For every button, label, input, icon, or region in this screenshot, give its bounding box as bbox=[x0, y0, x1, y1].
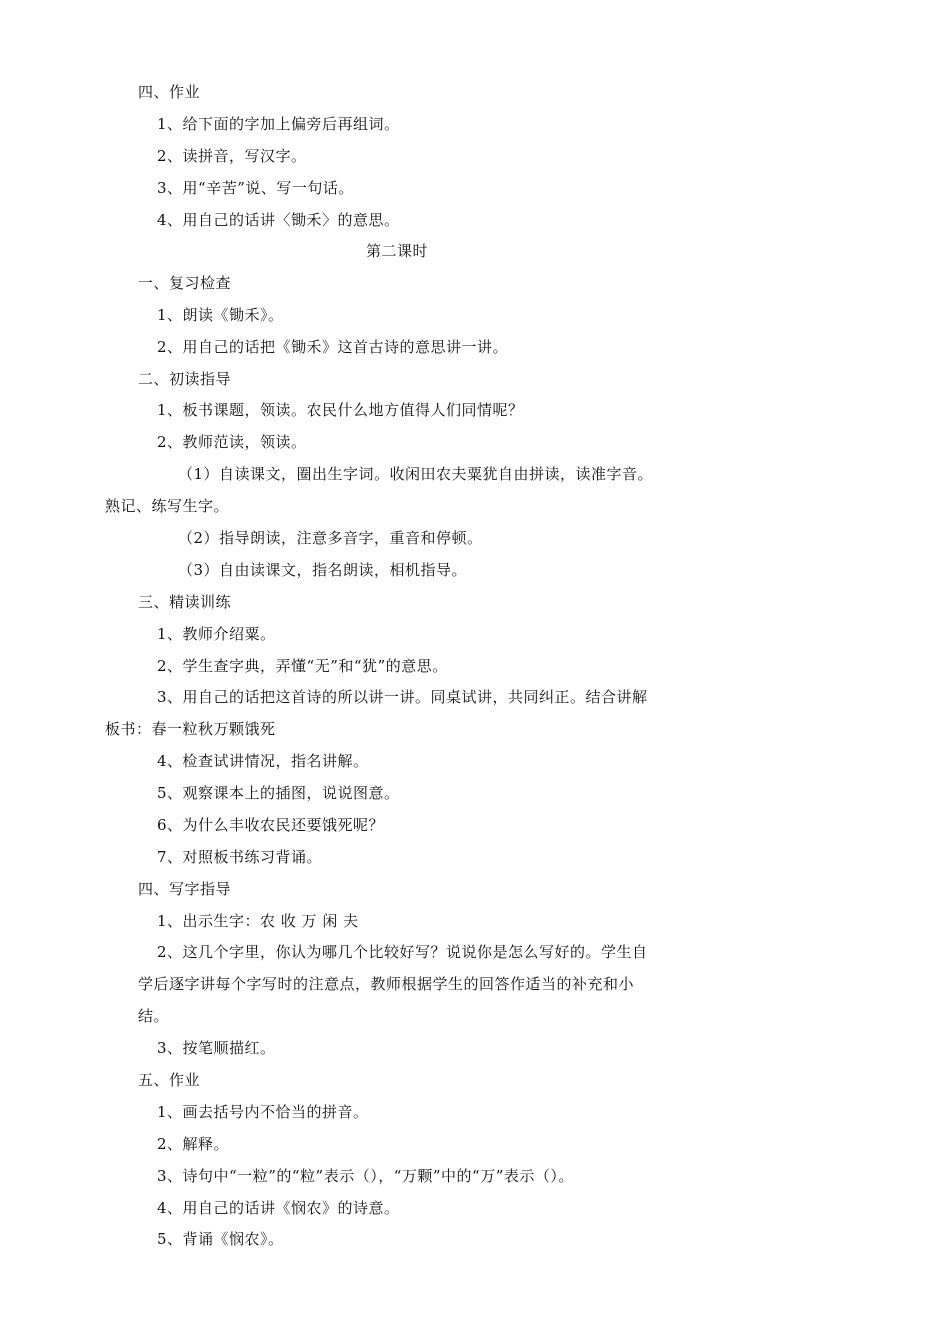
list-item: 1、出示生字：农 收 万 闲 夫 bbox=[157, 912, 359, 930]
list-item-continuation: 学后逐字讲每个字写时的注意点，教师根据学生的回答作适当的补充和小 bbox=[138, 975, 635, 993]
sub-item: （1）自读课文，圈出生字词。收闲田农夫粟犹自由拼读，读准字音。 bbox=[178, 465, 654, 483]
list-item: 4、用自己的话讲〈锄禾〉的意思。 bbox=[157, 211, 400, 229]
section-heading-homework: 四、作业 bbox=[138, 83, 201, 101]
list-item: 1、朗读《锄禾》。 bbox=[157, 306, 284, 324]
section-heading: 二、初读指导 bbox=[138, 370, 232, 388]
sub-item-continuation: 熟记、练写生字。 bbox=[105, 497, 230, 515]
list-item: 4、检查试讲情况，指名讲解。 bbox=[157, 752, 369, 770]
list-item: 1、板书课题，领读。农民什么地方值得人们同情呢？ bbox=[157, 401, 524, 419]
list-item: 3、按笔顺描红。 bbox=[157, 1039, 276, 1057]
list-item-continuation: 板书：春一粒秋万颗饿死 bbox=[105, 720, 276, 738]
list-item: 5、观察课本上的插图，说说图意。 bbox=[157, 784, 400, 802]
list-item: 4、用自己的话讲《悯农》的诗意。 bbox=[157, 1199, 400, 1217]
list-item: 7、对照板书练习背诵。 bbox=[157, 848, 323, 866]
list-item: 2、用自己的话把《锄禾》这首古诗的意思讲一讲。 bbox=[157, 338, 509, 356]
lesson-title: 第二课时 bbox=[366, 242, 429, 260]
list-item: 1、画去括号内不恰当的拼音。 bbox=[157, 1103, 369, 1121]
sub-item: （3）自由读课文，指名朗读，相机指导。 bbox=[178, 561, 468, 579]
section-heading: 五、作业 bbox=[138, 1071, 201, 1089]
list-item: 2、读拼音，写汉字。 bbox=[157, 147, 307, 165]
list-item: 5、背诵《悯农》。 bbox=[157, 1230, 284, 1248]
list-item: 2、解释。 bbox=[157, 1135, 230, 1153]
section-heading: 一、复习检查 bbox=[138, 274, 232, 292]
section-heading: 四、写字指导 bbox=[138, 880, 232, 898]
list-item: 2、这几个字里，你认为哪几个比较好写？说说你是怎么写好的。学生自 bbox=[157, 943, 648, 961]
list-item: 6、为什么丰收农民还要饿死呢？ bbox=[157, 816, 385, 834]
list-item-continuation: 结。 bbox=[138, 1007, 170, 1025]
list-item: 3、诗句中“一粒”的“粒”表示（），“万颗”中的“万”表示（）。 bbox=[157, 1167, 574, 1185]
sub-item: （2）指导朗读，注意多音字，重音和停顿。 bbox=[178, 529, 483, 547]
section-heading: 三、精读训练 bbox=[138, 593, 232, 611]
list-item: 1、教师介绍粟。 bbox=[157, 625, 276, 643]
list-item: 2、教师范读，领读。 bbox=[157, 433, 307, 451]
list-item: 2、学生查字典，弄懂“无”和“犹”的意思。 bbox=[157, 657, 448, 675]
list-item: 1、给下面的字加上偏旁后再组词。 bbox=[157, 115, 400, 133]
list-item: 3、用“辛苦”说、写一句话。 bbox=[157, 179, 354, 197]
list-item: 3、用自己的话把这首诗的所以讲一讲。同桌试讲，共同纠正。结合讲解 bbox=[157, 688, 648, 706]
